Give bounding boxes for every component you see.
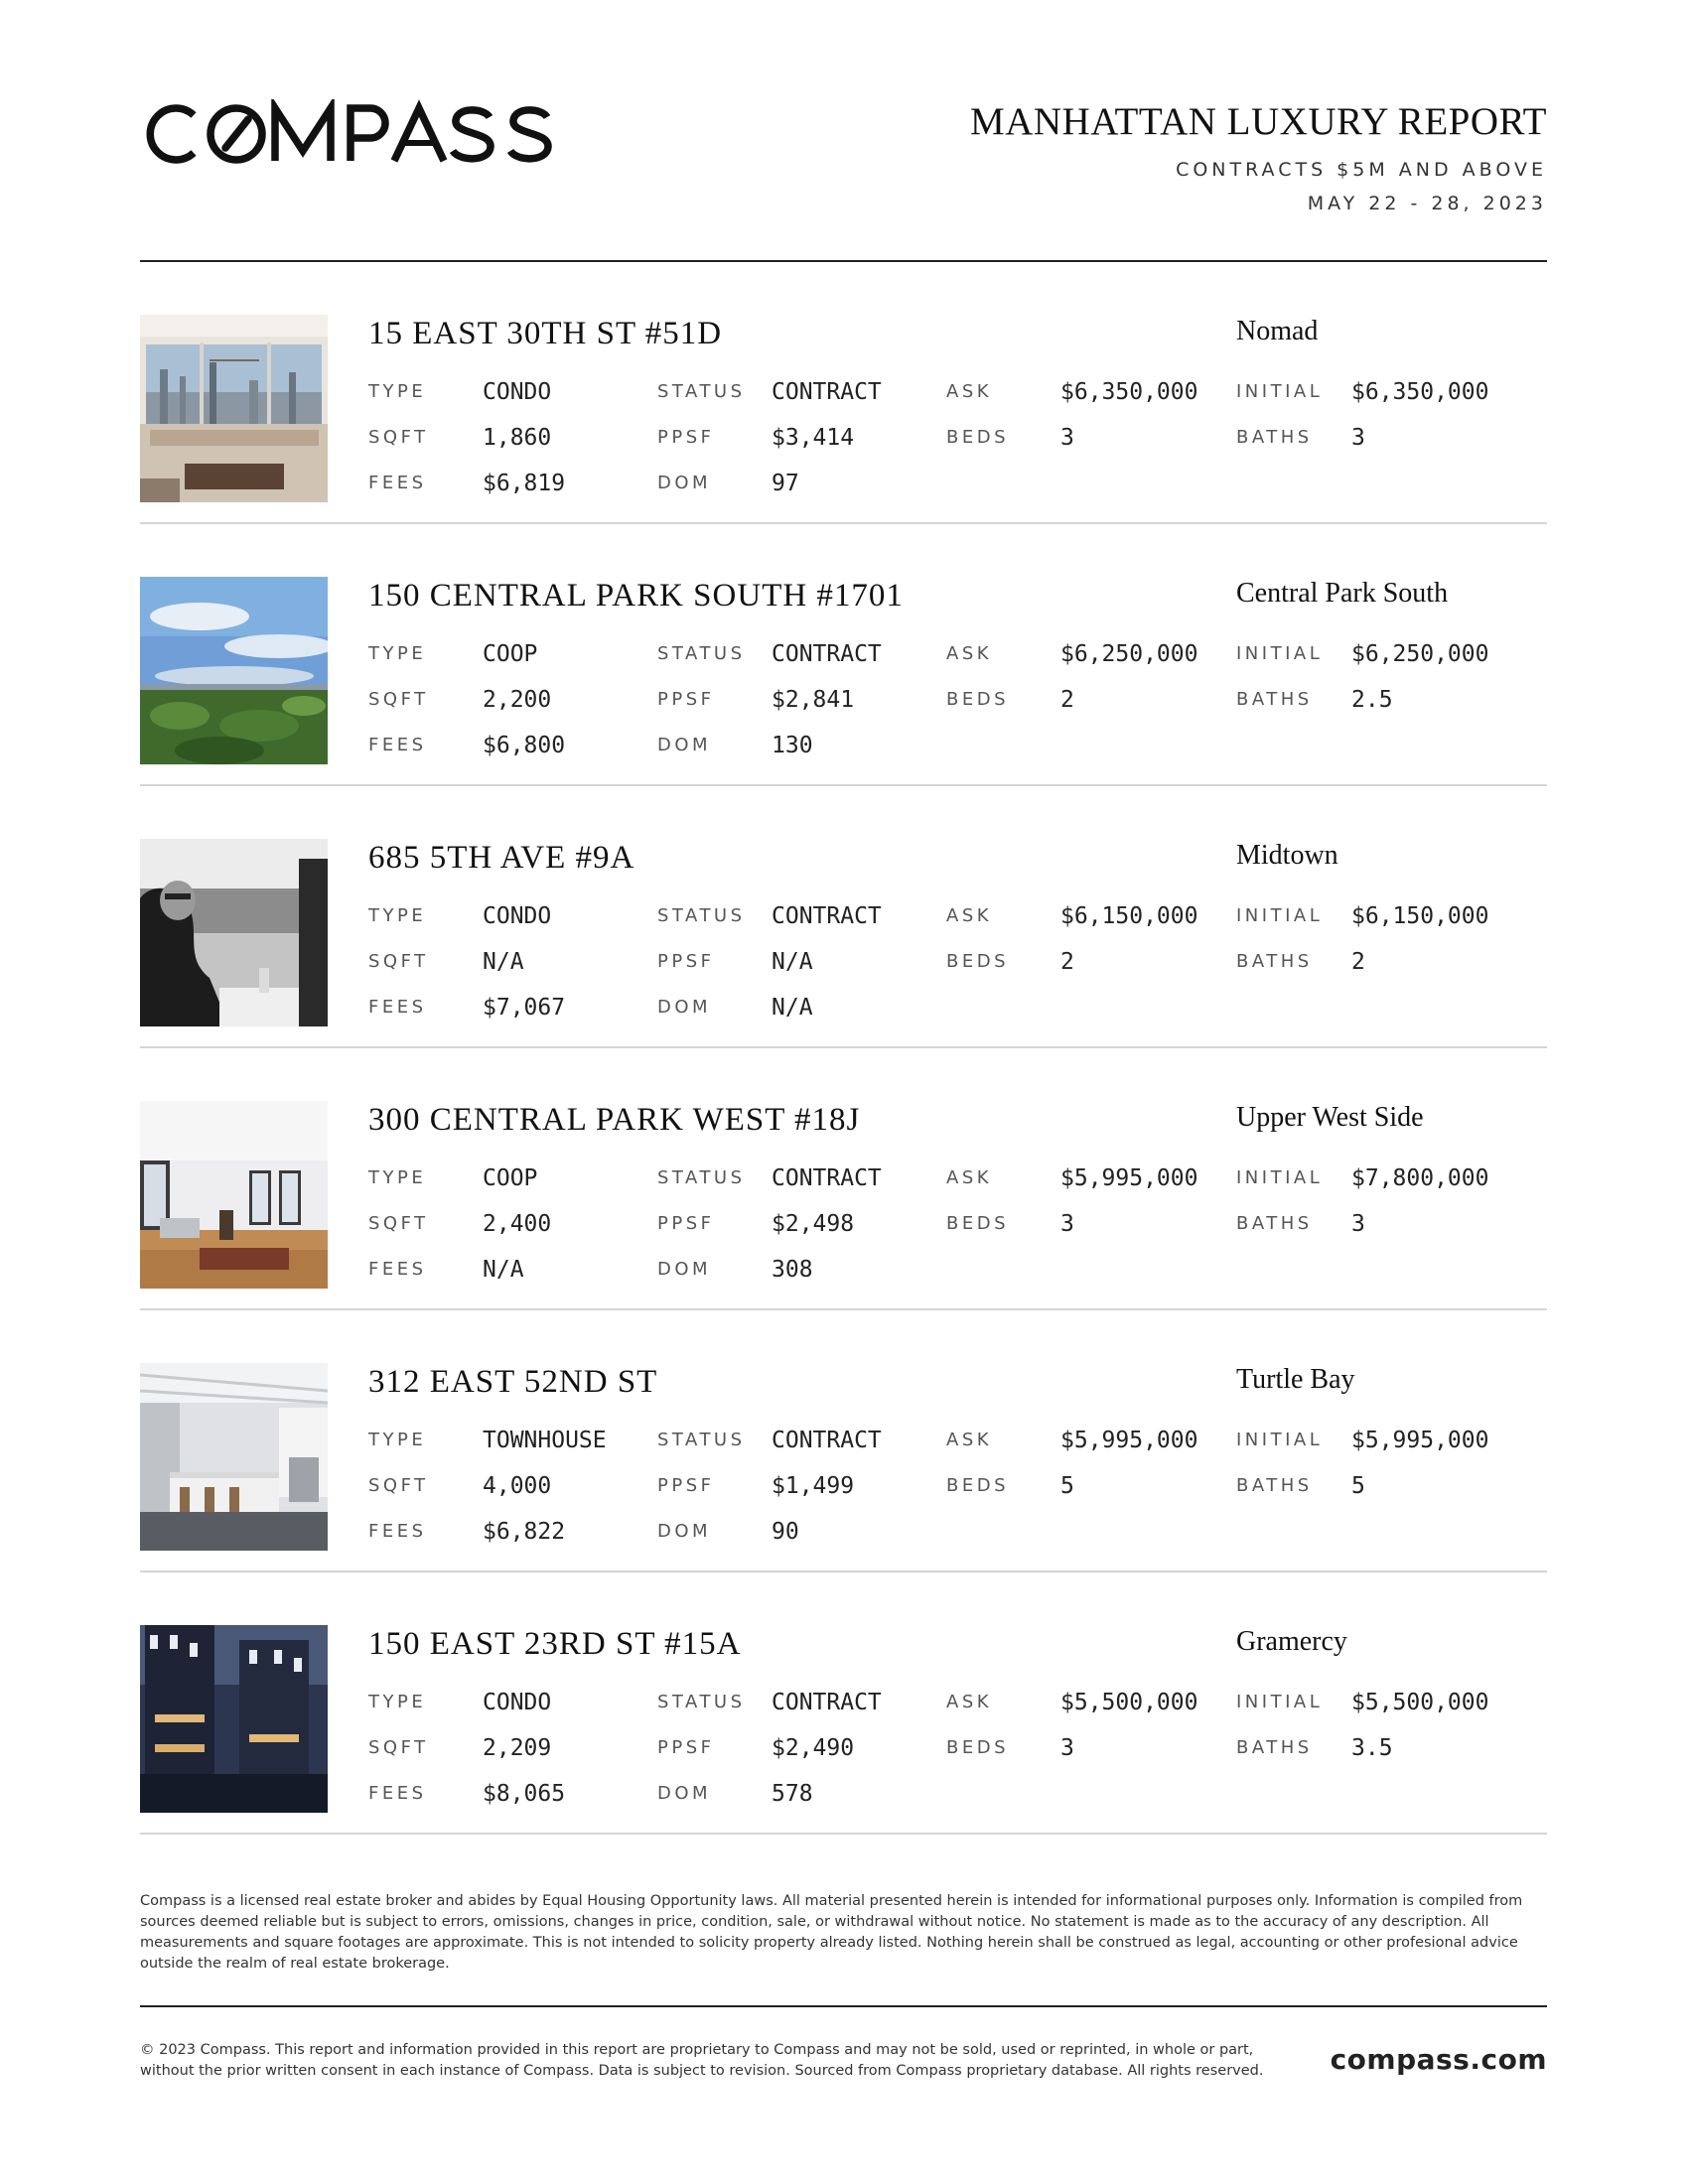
type-value: CONDO xyxy=(483,903,552,929)
listing-neighborhood: Nomad xyxy=(1236,316,1319,346)
type-value: COOP xyxy=(483,1165,538,1191)
initial-value: $5,995,000 xyxy=(1351,1428,1489,1453)
sqft-value: 4,000 xyxy=(483,1473,552,1499)
beds-value: 3 xyxy=(1060,1211,1074,1237)
listing-card xyxy=(140,1048,1547,1310)
dom-label: DOM xyxy=(657,1783,712,1804)
type-label: TYPE xyxy=(368,381,427,402)
beds-label: BEDS xyxy=(946,1737,1010,1758)
sqft-value: N/A xyxy=(483,949,524,975)
beds-label: BEDS xyxy=(946,951,1010,972)
initial-label: INITIAL xyxy=(1236,643,1324,664)
ppsf-label: PPSF xyxy=(657,1475,715,1496)
listing-card xyxy=(140,786,1547,1048)
sqft-value: 2,209 xyxy=(483,1735,552,1761)
type-value: TOWNHOUSE xyxy=(483,1428,607,1453)
listing-address: 312 EAST 52ND ST xyxy=(368,1364,658,1400)
listing-address: 150 CENTRAL PARK SOUTH #1701 xyxy=(368,578,904,614)
listing-neighborhood: Midtown xyxy=(1236,840,1338,871)
status-label: STATUS xyxy=(657,905,746,926)
copyright-notice: © 2023 Compass. This report and information provided in this report are proprietary to Compass and may not be sold, used or reprinted, in whole or part, without the prior written consent in each instance of Compass. Data is subject to revision. Sourced from Compass proprietary database. All rights reserved. xyxy=(140,2042,1264,2079)
beds-label: BEDS xyxy=(946,1213,1010,1234)
beds-value: 5 xyxy=(1060,1473,1074,1499)
status-value: CONTRACT xyxy=(772,379,882,405)
beds-label: BEDS xyxy=(946,1475,1010,1496)
baths-label: BATHS xyxy=(1236,689,1313,710)
ask-value: $6,350,000 xyxy=(1060,379,1198,405)
status-value: CONTRACT xyxy=(772,641,882,667)
dom-label: DOM xyxy=(657,473,712,493)
listing-neighborhood: Turtle Bay xyxy=(1236,1364,1355,1395)
dom-value: 97 xyxy=(772,471,799,496)
legal-disclaimer: Compass is a licensed real estate broker and abides by Equal Housing Opportunity laws. All material presented herein is intended for informational purposes only. Information is compiled from sources deemed reliable but is subject to errors, omissions, changes in price, condition, sale, or withdrawal without notice. No statement is made as to the accuracy of any description. All measurements and square footages are approximate. This is not intended to solicity property already listed. Nothing herein shall be construed as legal, accounting or other profesional advice outside the realm of real estate brokerage. xyxy=(140,1893,1523,1972)
beds-label: BEDS xyxy=(946,689,1010,710)
baths-label: BATHS xyxy=(1236,427,1313,448)
report-title-block xyxy=(970,99,1547,214)
status-value: CONTRACT xyxy=(772,1690,882,1715)
ask-label: ASK xyxy=(946,643,993,664)
listings xyxy=(140,262,1547,1835)
ask-label: ASK xyxy=(946,1430,993,1450)
fees-value: $6,819 xyxy=(483,471,566,496)
sqft-value: 2,400 xyxy=(483,1211,552,1237)
website-link[interactable]: compass.com xyxy=(1330,2043,1547,2076)
ppsf-value: $1,499 xyxy=(772,1473,855,1499)
fees-value: N/A xyxy=(483,1257,524,1283)
baths-label: BATHS xyxy=(1236,1475,1313,1496)
sqft-label: SQFT xyxy=(368,1475,429,1496)
listing-neighborhood: Upper West Side xyxy=(1236,1102,1424,1133)
fees-label: FEES xyxy=(368,473,427,493)
baths-value: 3 xyxy=(1351,1211,1365,1237)
fees-label: FEES xyxy=(368,735,427,755)
fees-label: FEES xyxy=(368,1521,427,1542)
ppsf-label: PPSF xyxy=(657,427,715,448)
dom-label: DOM xyxy=(657,1259,712,1280)
ask-value: $5,995,000 xyxy=(1060,1165,1198,1191)
ask-value: $6,250,000 xyxy=(1060,641,1198,667)
initial-label: INITIAL xyxy=(1236,1692,1324,1712)
initial-value: $6,150,000 xyxy=(1351,903,1489,929)
status-label: STATUS xyxy=(657,381,746,402)
status-label: STATUS xyxy=(657,1692,746,1712)
status-value: CONTRACT xyxy=(772,1428,882,1453)
fees-value: $6,800 xyxy=(483,733,566,758)
status-label: STATUS xyxy=(657,1430,746,1450)
sqft-label: SQFT xyxy=(368,427,429,448)
listing-photo xyxy=(140,315,328,502)
ask-label: ASK xyxy=(946,1692,993,1712)
compass-logo xyxy=(140,99,561,169)
baths-value: 5 xyxy=(1351,1473,1365,1499)
ppsf-value: $2,498 xyxy=(772,1211,855,1237)
status-label: STATUS xyxy=(657,1167,746,1188)
baths-value: 3.5 xyxy=(1351,1735,1393,1761)
baths-value: 2 xyxy=(1351,949,1365,975)
sqft-label: SQFT xyxy=(368,951,429,972)
beds-value: 2 xyxy=(1060,949,1074,975)
fees-label: FEES xyxy=(368,1259,427,1280)
fees-label: FEES xyxy=(368,997,427,1018)
type-value: COOP xyxy=(483,641,538,667)
initial-value: $7,800,000 xyxy=(1351,1165,1489,1191)
dom-label: DOM xyxy=(657,1521,712,1542)
baths-value: 3 xyxy=(1351,425,1365,451)
listing-photo xyxy=(140,1625,328,1813)
dom-value: 130 xyxy=(772,733,813,758)
type-label: TYPE xyxy=(368,643,427,664)
compass-logo-mark xyxy=(140,99,561,169)
ask-label: ASK xyxy=(946,1167,993,1188)
report-title: MANHATTAN LUXURY REPORT xyxy=(970,100,1547,143)
beds-value: 3 xyxy=(1060,1735,1074,1761)
listing-address: 300 CENTRAL PARK WEST #18J xyxy=(368,1102,861,1138)
type-label: TYPE xyxy=(368,1430,427,1450)
initial-label: INITIAL xyxy=(1236,381,1324,402)
dom-label: DOM xyxy=(657,997,712,1018)
listing-card xyxy=(140,524,1547,786)
beds-label: BEDS xyxy=(946,427,1010,448)
ppsf-label: PPSF xyxy=(657,951,715,972)
fees-value: $7,067 xyxy=(483,995,566,1021)
dom-value: N/A xyxy=(772,995,813,1021)
baths-label: BATHS xyxy=(1236,1737,1313,1758)
sqft-label: SQFT xyxy=(368,689,429,710)
baths-label: BATHS xyxy=(1236,951,1313,972)
ask-value: $6,150,000 xyxy=(1060,903,1198,929)
status-value: CONTRACT xyxy=(772,1165,882,1191)
ppsf-value: N/A xyxy=(772,949,813,975)
ppsf-value: $2,841 xyxy=(772,687,855,713)
ask-value: $5,995,000 xyxy=(1060,1428,1198,1453)
ppsf-value: $2,490 xyxy=(772,1735,855,1761)
type-label: TYPE xyxy=(368,1692,427,1712)
type-value: CONDO xyxy=(483,1690,552,1715)
beds-value: 3 xyxy=(1060,425,1074,451)
listing-address: 15 EAST 30TH ST #51D xyxy=(368,316,723,351)
listing-card xyxy=(140,262,1547,524)
report-header xyxy=(140,0,1547,263)
dom-value: 578 xyxy=(772,1781,813,1807)
baths-value: 2.5 xyxy=(1351,687,1393,713)
listing-neighborhood: Gramercy xyxy=(1236,1626,1347,1657)
ask-label: ASK xyxy=(946,905,993,926)
type-label: TYPE xyxy=(368,905,427,926)
dom-value: 308 xyxy=(772,1257,813,1283)
ask-label: ASK xyxy=(946,381,993,402)
status-value: CONTRACT xyxy=(772,903,882,929)
dom-label: DOM xyxy=(657,735,712,755)
dom-value: 90 xyxy=(772,1519,799,1545)
fees-value: $8,065 xyxy=(483,1781,566,1807)
listing-card xyxy=(140,1572,1547,1835)
initial-value: $6,250,000 xyxy=(1351,641,1489,667)
sqft-label: SQFT xyxy=(368,1737,429,1758)
listing-card xyxy=(140,1310,1547,1572)
initial-value: $6,350,000 xyxy=(1351,379,1489,405)
fees-value: $6,822 xyxy=(483,1519,566,1545)
listing-address: 150 EAST 23RD ST #15A xyxy=(368,1626,742,1662)
initial-value: $5,500,000 xyxy=(1351,1690,1489,1715)
footer-divider xyxy=(140,2005,1547,2007)
type-value: CONDO xyxy=(483,379,552,405)
status-label: STATUS xyxy=(657,643,746,664)
baths-label: BATHS xyxy=(1236,1213,1313,1234)
ppsf-label: PPSF xyxy=(657,1213,715,1234)
sqft-value: 2,200 xyxy=(483,687,552,713)
listing-neighborhood: Central Park South xyxy=(1236,578,1449,609)
fees-label: FEES xyxy=(368,1783,427,1804)
report-page xyxy=(140,0,1547,2079)
listing-photo xyxy=(140,1101,328,1289)
report-subtitle: CONTRACTS $5M AND ABOVE xyxy=(1176,159,1547,181)
listing-address: 685 5TH AVE #9A xyxy=(368,840,635,876)
beds-value: 2 xyxy=(1060,687,1074,713)
sqft-label: SQFT xyxy=(368,1213,429,1234)
listing-photo xyxy=(140,839,328,1026)
initial-label: INITIAL xyxy=(1236,905,1324,926)
ask-value: $5,500,000 xyxy=(1060,1690,1198,1715)
initial-label: INITIAL xyxy=(1236,1167,1324,1188)
listing-photo xyxy=(140,1363,328,1551)
type-label: TYPE xyxy=(368,1167,427,1188)
sqft-value: 1,860 xyxy=(483,425,552,451)
listing-photo xyxy=(140,577,328,764)
ppsf-label: PPSF xyxy=(657,1737,715,1758)
ppsf-value: $3,414 xyxy=(772,425,855,451)
initial-label: INITIAL xyxy=(1236,1430,1324,1450)
ppsf-label: PPSF xyxy=(657,689,715,710)
report-date-range: MAY 22 - 28, 2023 xyxy=(1307,193,1547,214)
